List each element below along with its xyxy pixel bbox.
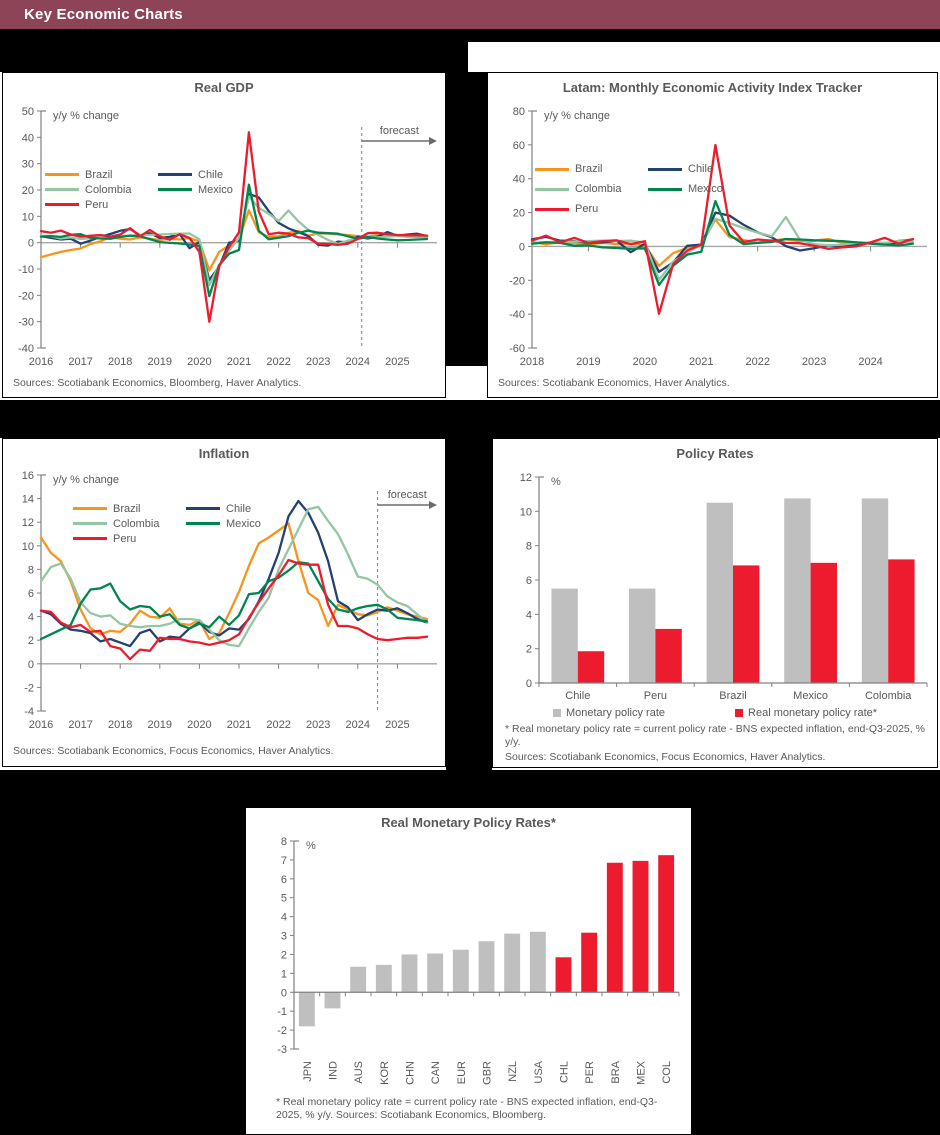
legend-item xyxy=(73,531,186,546)
svg-text:2: 2 xyxy=(280,949,287,962)
svg-text:0: 0 xyxy=(518,241,525,254)
svg-text:60: 60 xyxy=(512,139,525,152)
svg-text:y/y % change: y/y % change xyxy=(544,110,611,122)
svg-text:NZL: NZL xyxy=(507,1061,520,1082)
svg-text:COL: COL xyxy=(661,1061,674,1084)
svg-text:Chile: Chile xyxy=(565,690,591,702)
legend-label: Colombia xyxy=(575,183,622,195)
svg-text:10: 10 xyxy=(519,506,532,519)
legend-label: Brazil xyxy=(113,502,141,515)
svg-text:IND: IND xyxy=(327,1061,340,1080)
svg-text:2022: 2022 xyxy=(745,356,770,368)
separator xyxy=(446,72,487,366)
svg-text:2020: 2020 xyxy=(632,356,658,368)
legend-item xyxy=(186,516,261,531)
svg-text:2023: 2023 xyxy=(305,719,331,731)
svg-text:forecast: forecast xyxy=(387,489,427,501)
svg-text:2021: 2021 xyxy=(689,356,714,368)
legend-item xyxy=(186,501,261,516)
svg-text:2024: 2024 xyxy=(858,356,883,368)
svg-text:JPN: JPN xyxy=(301,1061,314,1082)
legend-item xyxy=(158,182,233,197)
svg-text:2017: 2017 xyxy=(68,719,93,731)
legend-label: Monetary policy rate xyxy=(565,706,666,719)
svg-text:USA: USA xyxy=(532,1061,545,1084)
svg-text:Brazil: Brazil xyxy=(719,690,747,702)
legend-label: Mexico xyxy=(688,183,723,195)
chart-inflation xyxy=(2,438,446,767)
legend-swatch xyxy=(648,188,682,191)
legend-label: Mexico xyxy=(198,183,233,196)
svg-text:2019: 2019 xyxy=(147,356,173,368)
svg-text:4: 4 xyxy=(280,911,287,924)
page-title: Key Economic Charts xyxy=(24,6,183,23)
legend xyxy=(493,705,937,720)
legend-item xyxy=(535,159,648,179)
svg-text:8: 8 xyxy=(280,836,287,848)
legend-item xyxy=(158,167,233,182)
svg-text:12: 12 xyxy=(21,517,34,530)
legend-item xyxy=(73,501,186,516)
svg-text:-4: -4 xyxy=(24,706,34,718)
svg-text:16: 16 xyxy=(21,470,34,482)
svg-text:12: 12 xyxy=(519,472,532,484)
legend xyxy=(73,501,261,546)
separator xyxy=(0,42,468,72)
separator xyxy=(0,400,940,438)
svg-text:MEX: MEX xyxy=(635,1061,648,1085)
legend-item xyxy=(648,179,723,199)
footnote: * Real monetary policy rate = current policy rate - BNS expected inflation, end-Q3-2025, % y/y. xyxy=(505,723,925,748)
svg-text:14: 14 xyxy=(21,493,34,506)
legend-label: Real monetary policy rate* xyxy=(748,706,878,719)
svg-text:0: 0 xyxy=(27,237,34,250)
legend xyxy=(45,167,233,212)
legend-swatch xyxy=(73,507,107,510)
svg-text:Colombia: Colombia xyxy=(864,690,912,702)
svg-text:8: 8 xyxy=(525,540,532,553)
sources-note: Sources: Scotiabank Economics, Focus Economics, Haver Analytics. xyxy=(13,745,334,757)
svg-text:2: 2 xyxy=(27,635,34,648)
legend-swatch xyxy=(73,522,107,525)
legend-swatch xyxy=(535,208,569,211)
svg-text:-40: -40 xyxy=(18,343,34,355)
legend-swatch xyxy=(45,188,79,191)
svg-text:-60: -60 xyxy=(509,343,525,355)
svg-text:-2: -2 xyxy=(277,1025,287,1038)
legend-label: Chile xyxy=(688,163,714,175)
svg-text:2020: 2020 xyxy=(187,719,212,731)
chart-latam-tracker xyxy=(487,72,938,398)
svg-text:4: 4 xyxy=(525,609,532,622)
svg-text:2023: 2023 xyxy=(801,356,827,368)
svg-text:6: 6 xyxy=(280,873,287,886)
svg-text:20: 20 xyxy=(21,185,34,197)
legend-swatch xyxy=(735,709,743,717)
svg-text:AUS: AUS xyxy=(353,1061,366,1084)
svg-text:EUR: EUR xyxy=(455,1061,468,1085)
svg-text:%: % xyxy=(551,476,561,488)
legend-label: Brazil xyxy=(85,168,113,181)
legend-swatch xyxy=(158,173,192,176)
legend-item xyxy=(45,197,158,212)
legend-item xyxy=(735,705,877,720)
svg-text:Peru: Peru xyxy=(643,690,668,702)
svg-text:-20: -20 xyxy=(509,275,525,288)
svg-text:%: % xyxy=(306,840,316,852)
chart-policy-rates xyxy=(492,438,938,768)
svg-text:2019: 2019 xyxy=(147,719,173,731)
chart-real-gdp xyxy=(2,72,446,398)
svg-text:-40: -40 xyxy=(509,309,525,322)
svg-text:40: 40 xyxy=(512,173,525,186)
svg-text:6: 6 xyxy=(27,588,34,600)
legend-swatch xyxy=(45,173,79,176)
legend-item xyxy=(553,705,665,720)
svg-text:forecast: forecast xyxy=(379,125,419,137)
legend-item xyxy=(535,179,648,199)
svg-text:2024: 2024 xyxy=(345,356,371,368)
svg-text:2025: 2025 xyxy=(385,719,410,731)
chart-title: Real GDP xyxy=(194,80,254,95)
svg-text:2022: 2022 xyxy=(266,719,291,731)
legend-swatch xyxy=(45,203,79,206)
separator xyxy=(446,438,492,770)
legend-label: Peru xyxy=(575,203,599,215)
real-gdp-plot xyxy=(3,73,445,397)
svg-text:CAN: CAN xyxy=(430,1061,443,1085)
chart-real-monetary-policy-rates xyxy=(245,807,692,1135)
legend-swatch xyxy=(158,188,192,191)
legend-swatch xyxy=(186,522,220,525)
svg-text:-1: -1 xyxy=(277,1006,287,1019)
separator xyxy=(0,29,940,42)
svg-text:2023: 2023 xyxy=(305,356,331,368)
legend-label: Peru xyxy=(85,198,109,211)
svg-text:2016: 2016 xyxy=(28,356,54,368)
footnote: * Real monetary policy rate = current policy rate - BNS expected inflation, end-Q3-2025, % y/y. Sources: Scotiabank Economics, Bloomberg. xyxy=(276,1096,658,1121)
svg-text:-30: -30 xyxy=(18,316,34,329)
svg-text:PER: PER xyxy=(584,1061,597,1084)
chart-title: Latam: Monthly Economic Activity Index Tracker xyxy=(562,80,863,95)
svg-text:20: 20 xyxy=(512,207,525,220)
svg-text:2025: 2025 xyxy=(385,356,410,368)
svg-text:6: 6 xyxy=(525,575,532,587)
inflation-plot xyxy=(3,439,445,766)
svg-text:0: 0 xyxy=(525,678,532,690)
svg-text:2021: 2021 xyxy=(226,356,252,368)
legend-swatch xyxy=(535,188,569,191)
svg-text:7: 7 xyxy=(280,854,287,867)
svg-text:y/y % change: y/y % change xyxy=(53,110,120,122)
legend-swatch xyxy=(535,168,569,171)
legend-item xyxy=(45,167,158,182)
svg-text:CHL: CHL xyxy=(558,1061,571,1084)
chart-title: Inflation xyxy=(198,446,250,461)
sources-note: Sources: Scotiabank Economics, Bloomberg, Haver Analytics. xyxy=(13,377,302,389)
page-header xyxy=(0,0,940,29)
svg-text:2024: 2024 xyxy=(345,719,371,731)
legend-label: Peru xyxy=(113,532,137,545)
svg-text:BRA: BRA xyxy=(609,1061,622,1084)
svg-text:5: 5 xyxy=(280,892,287,905)
svg-text:Mexico: Mexico xyxy=(793,690,829,702)
svg-text:2016: 2016 xyxy=(28,719,54,731)
svg-text:3: 3 xyxy=(280,930,287,943)
svg-text:30: 30 xyxy=(21,158,34,171)
legend-label: Chile xyxy=(226,502,252,515)
svg-text:2018: 2018 xyxy=(107,719,133,731)
legend-label: Colombia xyxy=(113,517,160,530)
svg-text:-20: -20 xyxy=(18,290,34,303)
sources-note: Sources: Scotiabank Economics, Focus Economics, Haver Analytics. xyxy=(505,751,826,763)
sources-note: Sources: Scotiabank Economics, Haver Analytics. xyxy=(498,377,730,389)
svg-text:GBR: GBR xyxy=(481,1061,494,1085)
svg-text:10: 10 xyxy=(21,211,34,224)
legend-label: Mexico xyxy=(226,517,261,530)
legend-item xyxy=(648,159,723,179)
svg-text:2021: 2021 xyxy=(226,719,252,731)
svg-text:40: 40 xyxy=(21,132,34,145)
svg-text:y/y % change: y/y % change xyxy=(53,474,120,486)
svg-text:80: 80 xyxy=(512,106,525,118)
svg-text:-10: -10 xyxy=(18,264,34,276)
real-monetary-policy-rates-plot xyxy=(246,808,691,1134)
svg-text:10: 10 xyxy=(21,540,34,553)
legend-label: Brazil xyxy=(575,163,603,175)
svg-text:2018: 2018 xyxy=(107,356,133,368)
svg-text:CHN: CHN xyxy=(404,1061,417,1085)
legend-swatch xyxy=(553,709,561,717)
legend-item xyxy=(535,199,648,219)
legend-item xyxy=(73,516,186,531)
svg-text:2019: 2019 xyxy=(576,356,601,368)
svg-text:-2: -2 xyxy=(24,682,34,695)
legend-swatch xyxy=(648,168,682,171)
latam-tracker-plot xyxy=(488,73,937,397)
legend-swatch xyxy=(73,537,107,540)
legend-label: Colombia xyxy=(85,183,132,196)
svg-text:-3: -3 xyxy=(277,1044,287,1056)
svg-text:50: 50 xyxy=(21,106,34,118)
legend-swatch xyxy=(186,507,220,510)
svg-text:2022: 2022 xyxy=(266,356,291,368)
legend-label: Chile xyxy=(198,168,224,181)
svg-text:1: 1 xyxy=(280,968,287,981)
svg-text:2017: 2017 xyxy=(68,356,93,368)
chart-title: Policy Rates xyxy=(676,446,754,461)
svg-text:2018: 2018 xyxy=(519,356,545,368)
svg-text:4: 4 xyxy=(27,611,34,624)
svg-text:0: 0 xyxy=(280,987,287,1000)
svg-text:2: 2 xyxy=(525,643,532,656)
chart-title: Real Monetary Policy Rates* xyxy=(381,815,556,830)
svg-text:8: 8 xyxy=(27,564,34,577)
svg-text:0: 0 xyxy=(27,658,34,671)
legend-item xyxy=(45,182,158,197)
legend xyxy=(535,159,723,219)
svg-text:KOR: KOR xyxy=(378,1061,391,1085)
svg-text:2020: 2020 xyxy=(187,356,212,368)
